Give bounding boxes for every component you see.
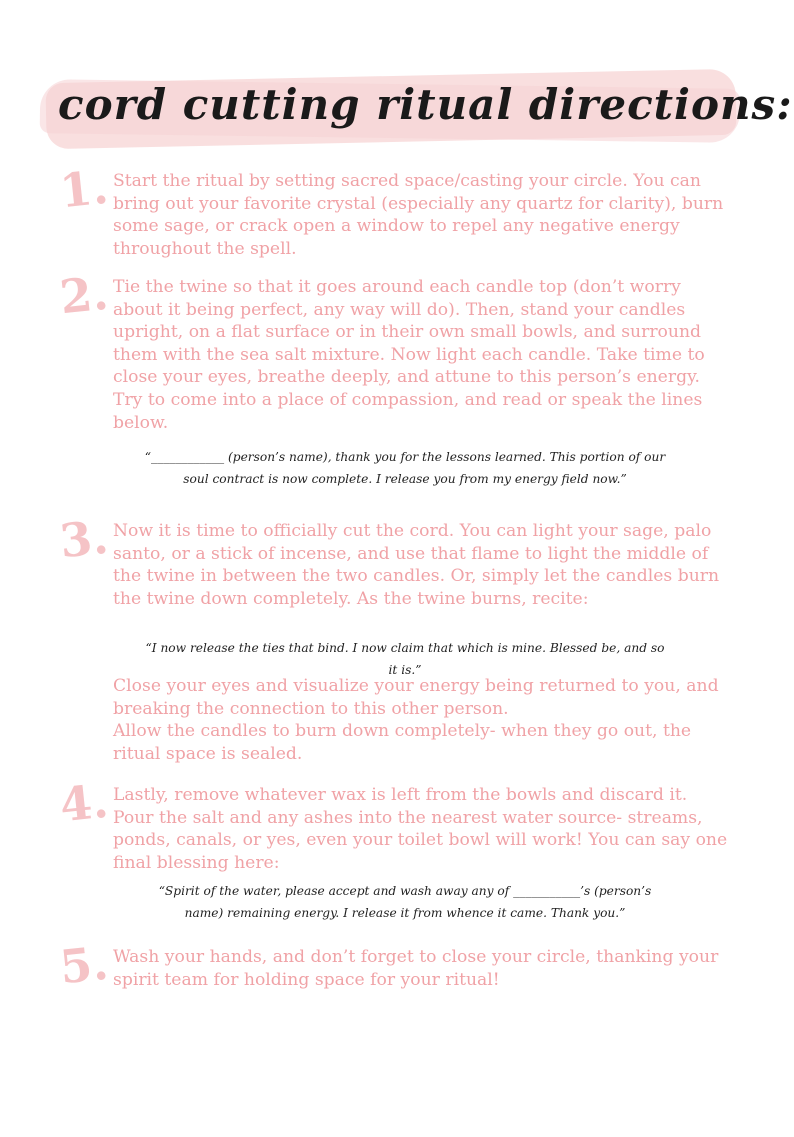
incantation-quote: “____________ (person’s name), thank you for the lessons learned. This portion of our soul contract is now complete. I release you from my energy field now.” [144,450,666,486]
step-text-continued: Close your eyes and visualize your energy being returned to you, and breaking the connection to this other person. [113,676,719,719]
incantation-quote: “Spirit of the water, please accept and wash away any of ___________’s (person’s name) remaining energy. I release it from whence it came. Thank you.” [158,884,652,920]
step-number: 2. [57,265,111,325]
step-text: Start the ritual by setting sacred space/casting your circle. You can bring out your favorite crystal (especially any quartz for clarity), burn some sage, or crack open a window to repel any negative energy throughout the spell. [113,171,724,259]
step-number: 3. [57,509,111,569]
title-banner [40,68,793,148]
step-text: Tie the twine so that it goes around each candle top (don’t worry about it being perfect, any way will do). Then, stand your candles upright, on a flat surface or in their own small bowls, and surround them with the sea salt mixture. Now light each candle. Take time to close your eyes, breathe deeply, and attune to this person’s energy. Try to come into a place of compassion, and read or speak the lines below. [113,277,705,433]
step-text-closing: Allow the candles to burn down completely- when they go out, the ritual space is sealed. [113,721,692,764]
incantation-quote: “I now release the ties that bind. I now claim that which is mine. Blessed be, and so it is.” [145,641,665,677]
step-text: Now it is time to officially cut the cord. You can light your sage, palo santo, or a stick of incense, and use that flame to light the middle of the twine in between the two candles. Or, simply let the candles burn the twine down completely. As the twine burns, recite: [113,521,720,609]
step-text: Lastly, remove whatever wax is left from the bowls and discard it. Pour the salt and any ashes into the nearest water source- streams, ponds, canals, or yes, even your toilet bowl will work! You can say one final blessing here: [113,785,728,873]
step-number: 5. [57,935,111,995]
page-title: cord cutting ritual directions: [58,80,793,129]
step-text: Wash your hands, and don’t forget to close your circle, thanking your spirit team for holding space for your ritual! [113,947,719,990]
step-number: 4. [57,773,111,833]
step-number: 1. [57,159,111,219]
